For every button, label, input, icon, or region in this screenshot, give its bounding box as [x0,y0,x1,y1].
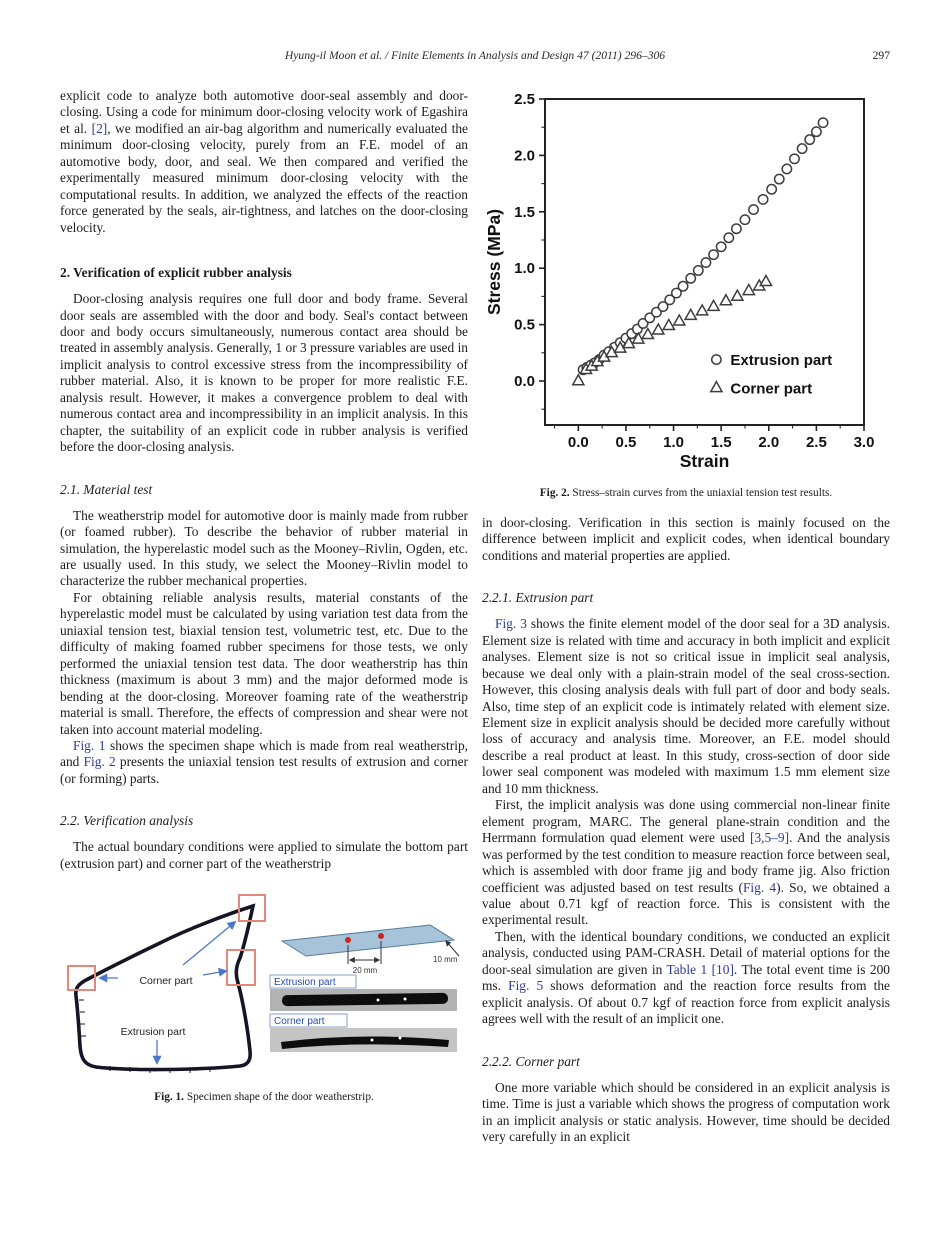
reference-link[interactable]: Fig. 2 [83,754,116,770]
data-point [674,315,685,325]
section-2-2-1-paragraph-1 [482,616,890,797]
section-2-1-heading: 2.1. Material test [60,481,153,497]
svg-text:1.0: 1.0 [663,434,684,451]
data-point [732,290,743,300]
photo-label-corner: Corner part [274,1016,325,1028]
figure-2-chart [482,88,887,480]
photo-label-extrusion: Extrusion part [274,977,336,989]
data-point [724,233,733,242]
svg-text:2.0: 2.0 [514,147,535,165]
data-point [712,355,721,364]
svg-text:2.5: 2.5 [514,91,535,108]
dimension-10mm-arrow [446,941,459,956]
specimen-sketch [282,925,459,975]
text-run: explicit code to analyze both automotive door-seal assembly and door-closing. Using a code for minimum door-closing velocity work of Egashira et al. [60,88,468,136]
page-number: 297 [872,49,890,62]
svg-text:0.5: 0.5 [514,316,535,334]
legend [711,352,832,397]
dimension-10mm-label: 10 mm [433,955,458,965]
reference-link[interactable]: Table 1 [10] [666,961,734,977]
figure-1 [60,888,468,1104]
text-run: . The total event time is 200 ms. [482,961,890,994]
data-point [653,324,664,334]
data-point [686,274,695,283]
text-run: presents the uniaxial tension test results of extrusion and corner (or forming) parts. [60,754,468,786]
svg-text:2.5: 2.5 [805,434,827,451]
running-header [60,49,890,62]
gauge-mark-dot [378,933,384,939]
figure-1-caption: Fig. 1. Specimen shape of the door weatherstrip. [154,1090,374,1103]
section-2-heading: 2. Verification of explicit rubber analysis [60,265,292,281]
specimen-strip [282,925,454,956]
reference-link[interactable]: Fig. 1 [73,737,106,753]
series-circle [578,118,827,374]
section-2-1-paragraph-2: For obtaining reliable analysis results, material constants of the hyperelastic model must be calculated by using variation test data from the uniaxial tension test, biaxial tension test, volumetric test, etc. Due to the difficulty of making foamed rubber specimens for those tests, we only performed the uniaxial tension test data. The door weatherstrip has thin thickness (maximum is about 3 mm) and the major deformed mode is bending at the door-closing. Moreover foaming rate of the weatherstrip material is small. Therefore, the effects of compression and shear were not taken into account material modeling. [60,589,468,737]
section-2-2-1-paragraph-3 [482,929,890,1028]
photo-extrusion [270,975,457,1011]
text-run: shows deformation and the reaction force results from the explicit analysis. Of about 0.7 kgf of reaction force from explicit analysis agrees well with the result of an implicit one. [482,978,890,1027]
svg-text:1.5: 1.5 [514,203,535,221]
section-2-2-paragraph: The actual boundary conditions were applied to simulate the bottom part (extrusion part) and corner part of the weatherstrip [60,839,468,871]
data-point [749,205,758,214]
section-2-2-2-heading: 2.2.2. Corner part [482,1053,580,1069]
data-point [758,195,767,204]
text-run: Then, with the identical boundary conditions, we conducted an explicit analysis, conducted using PAM-CRASH. Detail of material options for the door-seal simulation are given in [482,928,890,977]
door-outline [76,906,253,1070]
data-point [701,258,710,267]
text-run: , we modified an air-bag algorithm and numerically evaluated the minimum door-closing velocity, purely from an F.E. model of an automotive body, door, and seal. We then compared and verified the experimentally measured minimum door-closing velocity with the computational results. In addition, we analyzed the effects of the reaction force generated by the seals, air-tightness, and latches on the door-closing velocity. [60,120,469,235]
data-point [775,174,784,183]
data-point [805,135,814,144]
data-point [812,127,821,136]
legend-label: Extrusion part [730,352,833,370]
door-label-corner: Corner part [139,975,193,988]
data-point [694,266,703,275]
section-2-paragraph: Door-closing analysis requires one full door and body frame. Several door seals are assembled with the door and body. Seal's contact between door and body occurs simultaneously, numerous contact area should be treated in assembly analysis. Generally, 1 or 3 pressure variables are used in implicit analysis to control excessive stress from the incompressibility of rubber material. Also, it is known to be proper for more realistic F.E. analysis result. However, it makes a convergence problem to deal with numerous contact area and incompressibility in an implicit analysis. In this chapter, the suitability of an explicit code in rubber analysis is verified before the door-closing analysis. [60,291,468,455]
data-point [711,382,722,392]
data-point [743,285,754,295]
svg-text:2.0: 2.0 [758,434,780,451]
svg-text:1.0: 1.0 [514,260,535,278]
reference-link[interactable]: [2] [91,120,108,136]
figure-2 [482,88,890,501]
section-2-2-2-paragraph: One more variable which should be considered in an explicit analysis is time. Time is just a variable which shows the progress of computation work in an implicit analysis or static analysis. However, time should be decided very carefully in an explicit [482,1079,890,1144]
photo-corner [270,1014,457,1052]
text-run: ). So, we obtained a value about 0.71 kgf of reaction force. This is consistent with the experimental result. [482,879,890,928]
data-point [708,300,719,310]
text-run: First, the implicit analysis was done using commercial non-linear finite element program, MARC. The general plane-strain condition and the Herrmann formulation quad element were used [482,797,890,846]
svg-text:0.5: 0.5 [615,434,637,451]
data-point [709,250,718,259]
svg-text:0.0: 0.0 [514,373,535,391]
y-axis-label: Stress (MPa) [484,208,504,316]
text-run: shows the finite element model of the door seal for a 3D analysis. Element size is related with time and accuracy in both implicit and explicit analyses. Element size is not so critical issue in implicit seal analysis, because we deal only with a plain-strain model of the seal cross-section. However, this closing analysis deals with full part of door and body seals. Also, time step of an explicit code is intimately related with element size. Element size in explicit analysis should be decided more carefully without loss of accuracy and analysis time. Moreover, an F.E. model should describe a real product at least. In this study, cross-section of door side lower seal component was modeled with maximum 1.5 mm element size and 10 mm thickness. [482,616,890,796]
figure-2-caption: Fig. 2. Stress–strain curves from the uniaxial tension test results. [539,487,833,500]
annotation-arrows [100,922,235,1063]
data-point [573,375,584,385]
data-point [642,329,653,339]
left-column [60,88,468,1104]
data-point [790,154,799,163]
dimension-20mm-label: 20 mm [352,966,378,976]
intro-paragraph [60,88,468,236]
door-label-extrusion: Extrusion part [120,1026,186,1039]
continuation-paragraph: in door-closing. Verification in this section is mainly focused on the difference between implicit and explicit codes, when identical boundary conditions and material properties are applied. [482,514,890,563]
section-2-2-heading: 2.2. Verification analysis [60,813,194,829]
section-2-1-paragraph-1: The weatherstrip model for automotive door is mainly made from rubber (or foamed rubber). To describe the behavior of rubber material in simulation, the hyperelastic model such as the Mooney–Rivlin, Ogden, etc. are usually used. In this study, we select the Mooney–Rivlin model to characterize the rubber mechanical properties. [60,507,468,589]
gauge-mark-dot [345,937,351,943]
right-column [482,88,890,1145]
text-run: . And the analysis was performed by the test condition to measure reaction force between seal, which is assembled with door frame jig and body frame jig. Also friction coefficient was adjusted based on test results ( [482,830,890,895]
data-point [716,242,725,251]
reference-link[interactable]: Fig. 4 [742,879,777,895]
text-run: shows the specimen shape which is made from real weatherstrip, and [60,737,468,770]
section-2-1-paragraph-3 [60,738,468,787]
data-point [720,295,731,305]
journal-citation: Hyung-il Moon et al. / Finite Elements in Analysis and Design 47 (2011) 296–306 [284,49,666,62]
svg-text:3.0: 3.0 [853,434,875,451]
reference-link[interactable]: [3,5–9] [750,830,790,846]
reference-link[interactable]: Fig. 5 [508,978,544,994]
data-point [782,164,791,173]
svg-text:1.5: 1.5 [710,434,732,451]
data-point [818,118,827,127]
data-point [663,320,674,330]
section-2-2-1-heading: 2.2.1. Extrusion part [482,590,594,606]
legend-label: Corner part [730,380,813,398]
data-point [678,282,687,291]
svg-text:0.0: 0.0 [567,434,589,451]
figure-1-drawing [60,888,465,1080]
data-point [767,185,776,194]
data-point [697,305,708,315]
x-axis-label: Strain [679,451,730,471]
section-2-2-1-paragraph-2 [482,797,890,929]
reference-link[interactable]: Fig. 3 [495,616,527,632]
data-point [740,215,749,224]
data-point [797,144,806,153]
data-point [685,309,696,319]
data-point [760,276,771,286]
data-point [732,224,741,233]
